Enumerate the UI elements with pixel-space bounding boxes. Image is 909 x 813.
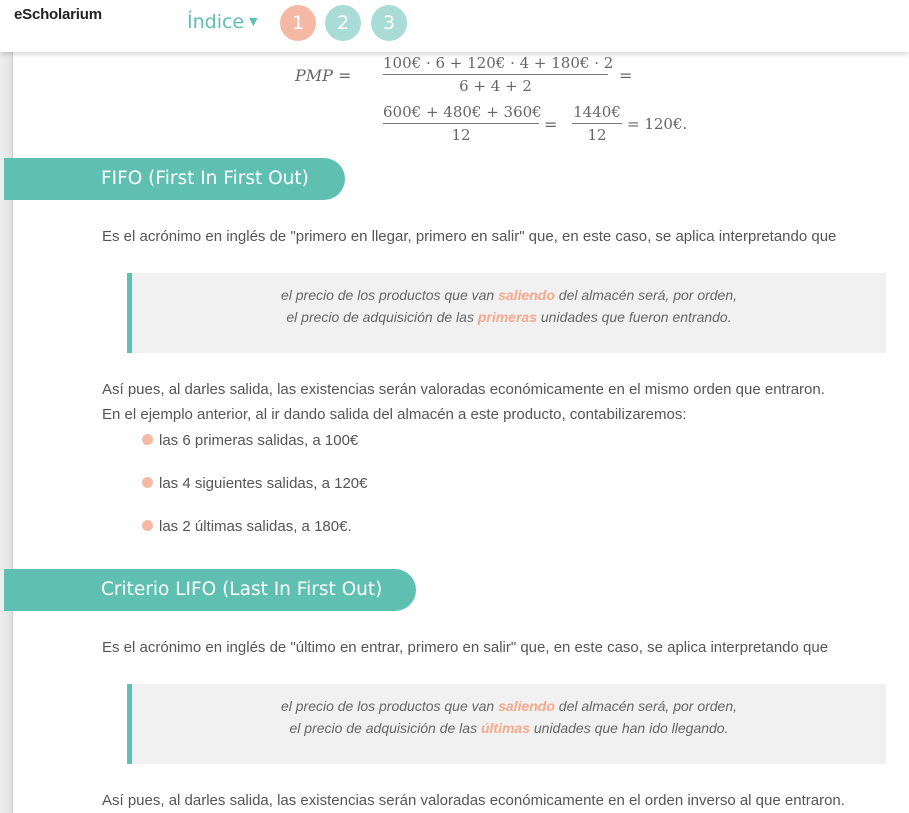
list-item xyxy=(142,432,358,449)
top-navigation-bar xyxy=(0,0,909,52)
section-title-fifo: FIFO (First In First Out) xyxy=(4,158,345,200)
list-item xyxy=(142,475,367,492)
list-item-text: las 6 primeras salidas, a 100€ xyxy=(159,432,359,449)
step-button-3[interactable]: 3 xyxy=(371,5,407,41)
list-item-text: las 2 últimas salidas, a 180€. xyxy=(159,518,352,535)
index-dropdown[interactable] xyxy=(187,11,258,33)
fraction-denominator: 12 xyxy=(451,126,471,144)
quote-line-1 xyxy=(132,287,886,303)
step-button-1[interactable]: 1 xyxy=(280,5,316,41)
highlight-word: últimas xyxy=(480,720,530,736)
highlight-word: saliendo xyxy=(498,287,555,303)
fraction-numerator: 1440€ xyxy=(573,103,621,121)
bullet-dot-icon xyxy=(142,477,153,488)
quote-text: el precio de adquisición de las xyxy=(286,309,478,325)
section-title-lifo: Criterio LIFO (Last In First Out) xyxy=(4,569,416,611)
fraction-denominator: 6 + 4 + 2 xyxy=(459,77,532,95)
lifo-intro: Es el acrónimo en inglés de "último en entrar, primero en salir" que, en este caso, se aplica interpretando que xyxy=(102,639,829,656)
pmp-fraction-2 xyxy=(383,103,542,144)
fifo-paragraph-1: Así pues, al darles salida, las existencias serán valoradas económicamente en el mismo orden que entraron. xyxy=(102,381,825,398)
quote-line-1 xyxy=(132,698,886,714)
index-label: Índice xyxy=(187,11,245,33)
fraction-denominator: 12 xyxy=(587,126,607,144)
pmp-result: = 120€. xyxy=(627,115,688,133)
quote-text: el precio de adquisición de las xyxy=(289,720,481,736)
fraction-bar xyxy=(383,74,608,75)
bullet-dot-icon xyxy=(142,520,153,531)
bullet-dot-icon xyxy=(142,434,153,445)
pmp-fraction-3 xyxy=(572,103,622,144)
fraction-bar xyxy=(572,123,622,124)
quote-text: unidades que fueron entrando. xyxy=(537,309,732,325)
escholarium-logo[interactable]: eScholarium xyxy=(14,6,102,23)
pmp-fraction-1 xyxy=(383,54,614,95)
pmp-label: PMP = xyxy=(295,66,352,85)
equals-sign: = xyxy=(544,115,558,134)
quote-text: del almacén será, por orden, xyxy=(554,287,738,303)
fraction-bar xyxy=(383,123,539,124)
lifo-paragraph-1: Así pues, al darles salida, las existencias serán valoradas económicamente en el orden inverso al que entraron. xyxy=(102,792,845,809)
lifo-quote-box xyxy=(127,684,886,764)
quote-text: el precio de los productos que van xyxy=(280,698,499,714)
fifo-intro: Es el acrónimo en inglés de "primero en llegar, primero en salir" que, en este caso, se aplica interpretando que xyxy=(102,228,837,245)
quote-text: unidades que han ido llegando. xyxy=(529,720,729,736)
quote-line-2 xyxy=(132,309,886,325)
equals-sign: = xyxy=(619,66,633,85)
step-button-2[interactable]: 2 xyxy=(325,5,361,41)
fraction-numerator: 100€ · 6 + 120€ · 4 + 180€ · 2 xyxy=(383,54,614,72)
highlight-word: saliendo xyxy=(498,698,555,714)
list-item xyxy=(142,518,352,535)
highlight-word: primeras xyxy=(477,309,537,325)
list-item-text: las 4 siguientes salidas, a 120€ xyxy=(159,475,368,492)
caret-down-icon: ▼ xyxy=(249,15,258,28)
quote-text: del almacén será, por orden, xyxy=(554,698,738,714)
fifo-quote-box xyxy=(127,273,886,353)
quote-line-2 xyxy=(132,720,886,736)
fifo-paragraph-2: En el ejemplo anterior, al ir dando salida del almacén a este producto, contabilizaremos: xyxy=(102,406,687,423)
quote-text: el precio de los productos que van xyxy=(280,287,499,303)
fraction-numerator: 600€ + 480€ + 360€ xyxy=(383,103,542,121)
